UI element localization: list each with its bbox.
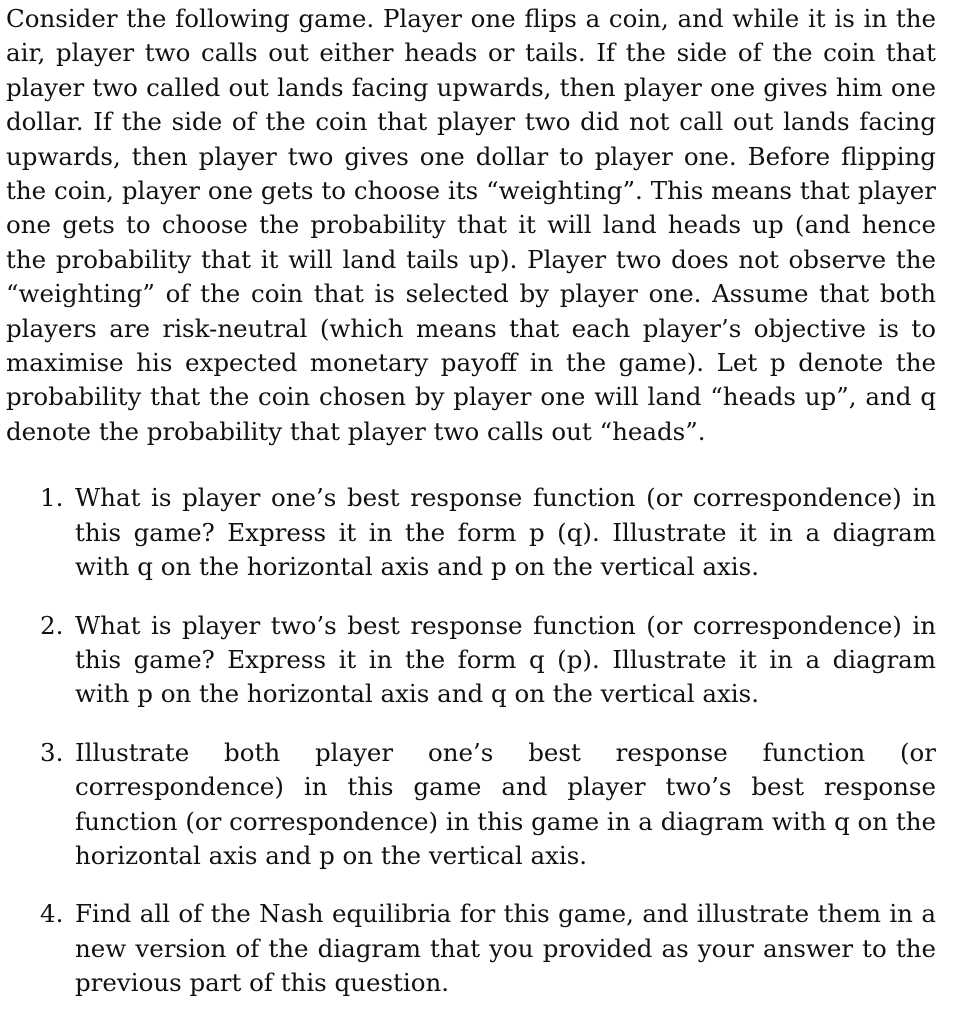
question-item <box>6 736 936 874</box>
question-item <box>6 609 936 712</box>
question-number: 3. <box>40 737 64 767</box>
intro-paragraph: Consider the following game. Player one flips a coin, and while it is in the air, player two calls out either heads or tails. If the side of the coin that player two called out lands facing upwards, then player one gives him one dollar. If the side of the coin that player two did not call out lands facing upwards, then player two gives one dollar to player one. Before flipping the coin, player one gets to choose its “weighting”. This means that player one gets to choose the probability that it will land heads up (and hence the probability that it will land tails up). Player two does not observe the “weighting” of the coin that is selected by player one. Assume that both players are risk-neutral (which means that each player’s objective is to maximise his expected monetary payoff in the game). Let p denote the probability that the coin chosen by player one will land “heads up”, and q denote the probability that player two calls out “heads”. <box>6 4 936 446</box>
question-text: What is player one’s best response function (or correspondence) in this game? Express it in the form p (q). Illustrate it in a diagram with q on the horizontal axis and p on the vertical axis. <box>75 483 936 582</box>
question-text: What is player two’s best response function (or correspondence) in this game? Express it in the form q (p). Illustrate it in a diagram with p on the horizontal axis and q on the vertical axis. <box>75 610 936 709</box>
question-number: 1. <box>40 483 64 513</box>
question-item <box>6 897 936 1000</box>
question-list <box>6 481 936 1000</box>
question-number: 4. <box>40 899 64 929</box>
question-number: 2. <box>40 610 64 640</box>
question-text: Illustrate both player one’s best response function (or correspondence) in this game and player two’s best response function (or correspondence) in this game in a diagram with q on the horizontal axis and p on the vertical axis. <box>75 737 936 870</box>
question-item <box>6 481 936 584</box>
question-text: Find all of the Nash equilibria for this game, and illustrate them in a new version of the diagram that you provided as your answer to the previous part of this question. <box>75 899 936 998</box>
document-page <box>6 2 936 1001</box>
